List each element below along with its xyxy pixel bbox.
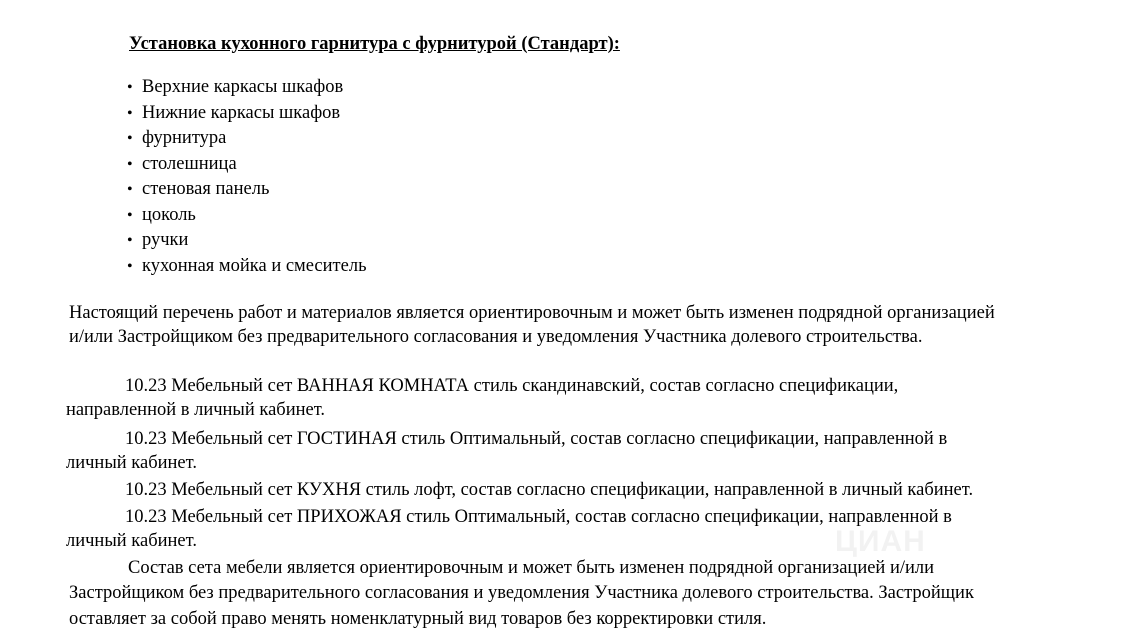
notice-line-2: и/или Застройщиком без предварительного согласования и уведомления Участника долевого строительства. bbox=[69, 327, 923, 347]
list-item bbox=[127, 126, 367, 152]
installation-items-list bbox=[127, 75, 367, 279]
composition-note-line-2: Застройщиком без предварительного согласования и уведомления Участника долевого строительства. Застройщик bbox=[69, 583, 974, 603]
list-item bbox=[127, 177, 367, 203]
list-item-text: стеновая панель bbox=[142, 179, 270, 199]
set-living-room-line-1: 10.23 Мебельный сет ГОСТИНАЯ стиль Оптимальный, состав согласно спецификации, направленной в bbox=[125, 429, 948, 449]
list-item bbox=[127, 152, 367, 178]
bullet-icon: • bbox=[127, 155, 133, 173]
list-item-text: цоколь bbox=[142, 204, 196, 225]
set-bathroom-line-2: направленной в личный кабинет. bbox=[66, 400, 326, 420]
list-item-text: Верхние каркасы шкафов bbox=[142, 77, 344, 97]
bullet-icon: • bbox=[127, 206, 133, 224]
list-item bbox=[127, 254, 367, 280]
set-living-room-line-2: личный кабинет. bbox=[66, 453, 197, 473]
bullet-icon: • bbox=[127, 79, 133, 96]
list-item bbox=[127, 203, 367, 229]
set-hallway-line-2: личный кабинет. bbox=[66, 531, 197, 551]
bullet-icon: • bbox=[127, 181, 133, 198]
list-item-text: столешница bbox=[142, 153, 237, 174]
list-item bbox=[127, 75, 367, 101]
notice-line-1: Настоящий перечень работ и материалов является ориентировочным и может быть изменен подрядной организацией bbox=[69, 303, 995, 323]
watermark: ЦИАН bbox=[835, 525, 926, 558]
list-item bbox=[127, 101, 367, 127]
list-item-text: Нижние каркасы шкафов bbox=[142, 102, 341, 123]
bullet-icon: • bbox=[127, 257, 133, 275]
list-item-text: фурнитура bbox=[142, 128, 227, 148]
set-hallway-line-1: 10.23 Мебельный сет ПРИХОЖАЯ стиль Оптимальный, состав согласно спецификации, направленной в bbox=[125, 507, 952, 527]
bullet-icon: • bbox=[127, 232, 133, 249]
set-bathroom-line-1: 10.23 Мебельный сет ВАННАЯ КОМНАТА стиль скандинавский, состав согласно спецификации, bbox=[125, 376, 899, 396]
composition-note-line-3: оставляет за собой право менять номенклатурный вид товаров без корректировки стиля. bbox=[69, 609, 767, 629]
section-heading: Установка кухонного гарнитура с фурнитурой (Стандарт): bbox=[129, 34, 620, 54]
list-item bbox=[127, 228, 367, 254]
list-item-text: ручки bbox=[142, 230, 189, 250]
set-kitchen-line-1: 10.23 Мебельный сет КУХНЯ стиль лофт, состав согласно спецификации, направленной в личный кабинет. bbox=[125, 480, 974, 500]
bullet-icon: • bbox=[127, 130, 133, 147]
bullet-icon: • bbox=[127, 104, 133, 122]
composition-note-line-1: Состав сета мебели является ориентировочным и может быть изменен подрядной организацией и/или bbox=[128, 558, 935, 578]
list-item-text: кухонная мойка и смеситель bbox=[142, 255, 367, 276]
